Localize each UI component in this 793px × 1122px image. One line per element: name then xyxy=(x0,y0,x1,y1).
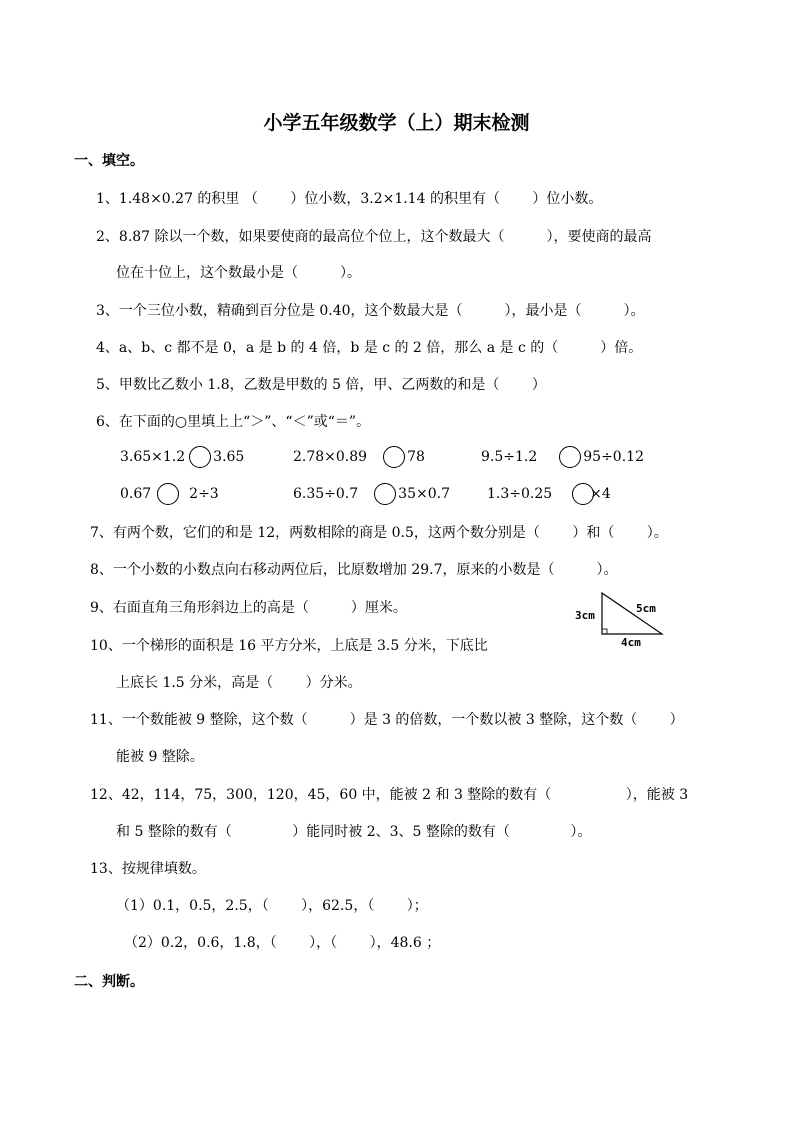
question-5: 5、甲数比乙数小 1.8，乙数是甲数的 5 倍，甲、乙两数的和是（ ） xyxy=(96,377,546,393)
comparison-left: 2.78×0.89 xyxy=(293,449,368,465)
comparison-left: 3.65×1.2 xyxy=(120,449,186,465)
comparison-left: 6.35÷0.7 xyxy=(293,486,359,502)
question-9: 9、右面直角三角形斜边上的高是（ ）厘米。 xyxy=(90,600,407,616)
question-13-part-2: （2）0.2，0.6，1.8，（ ），（ ），48.6 ； xyxy=(124,935,441,951)
question-11-line-1: 11、一个数能被 9 整除，这个数（ ）是 3 的倍数，一个数以被 3 整除，这个数（ ） xyxy=(90,712,684,728)
comparison-right: 95÷0.12 xyxy=(583,449,644,465)
comparison-left: 1.3÷0.25 xyxy=(487,486,553,502)
comparison-left: 0.67 xyxy=(120,486,152,502)
question-6: 6、在下面的○里填上上“＞”、“＜”或“＝”。 xyxy=(96,414,371,430)
question-13: 13、按规律填数。 xyxy=(90,861,206,877)
right-angle-marker xyxy=(602,629,607,634)
comparison-left: 9.5÷1.2 xyxy=(481,449,538,465)
triangle-label-leg-b: 4cm xyxy=(621,636,641,649)
comparison-item xyxy=(120,483,219,505)
triangle-label-leg-a: 3cm xyxy=(575,609,595,622)
comparison-item xyxy=(293,483,450,505)
comparison-right: 2÷3 xyxy=(189,486,219,502)
question-10-line-1: 10、一个梯形的面积是 16 平方分米，上底是 3.5 分米，下底比 xyxy=(90,638,488,654)
triangle-label-hypotenuse: 5cm xyxy=(636,602,656,615)
question-10-line-2: 上底长 1.5 分米，高是（ ）分米。 xyxy=(116,675,362,691)
section-heading-fill-in: 一、填空。 xyxy=(74,153,144,169)
blank-circle xyxy=(559,446,581,468)
question-11-line-2: 能被 9 整除。 xyxy=(116,749,204,765)
comparison-item xyxy=(120,446,244,468)
question-13-part-1: （1）0.1，0.5，2.5，（ ），62.5，（ ）； xyxy=(116,898,428,914)
question-1: 1、1.48×0.27 的积里 （ ）位小数，3.2×1.14 的积里有（ ）位小数。 xyxy=(96,191,603,207)
comparison-right: 78 xyxy=(407,449,425,465)
question-4: 4、a、b、c 都不是 0，a 是 b 的 4 倍，b 是 c 的 2 倍，那么 a 是 c 的（ ）倍。 xyxy=(96,340,643,356)
section-heading-judgment: 二、判断。 xyxy=(74,974,144,990)
right-triangle-diagram xyxy=(570,588,670,650)
question-3: 3、一个三位小数，精确到百分位是 0.40，这个数最大是（ ），最小是（ ）。 xyxy=(96,303,645,319)
blank-circle xyxy=(374,483,396,505)
blank-circle xyxy=(383,446,405,468)
comparison-right: 35×0.7 xyxy=(398,486,450,502)
blank-circle xyxy=(157,483,179,505)
question-12-line-1: 12、42，114，75，300，120，45，60 中，能被 2 和 3 整除的数有（ ），能被 3 xyxy=(90,787,689,803)
question-8: 8、一个小数的小数点向右移动两位后，比原数增加 29.7，原来的小数是（ ）。 xyxy=(90,562,618,578)
question-7: 7、有两个数，它们的和是 12，两数相除的商是 0.5，这两个数分别是（ ）和（ ）。 xyxy=(90,525,668,541)
blank-circle xyxy=(189,446,211,468)
comparison-item xyxy=(481,446,644,468)
question-2-line-2: 位在十位上，这个数最小是（ ）。 xyxy=(116,265,361,281)
question-12-line-2: 和 5 整除的数有（ ）能同时被 2、3、5 整除的数有（ ）。 xyxy=(116,824,592,840)
comparison-right: 3.65 xyxy=(213,449,245,465)
question-2-line-1: 2、8.87 除以一个数，如果要使商的最高位个位上，这个数最大（ ），要使商的最高 xyxy=(96,229,652,245)
comparison-item xyxy=(487,483,611,505)
page-title: 小学五年级数学（上）期末检测 xyxy=(263,112,530,134)
comparison-right: ×4 xyxy=(590,486,611,502)
comparison-item xyxy=(293,446,425,468)
